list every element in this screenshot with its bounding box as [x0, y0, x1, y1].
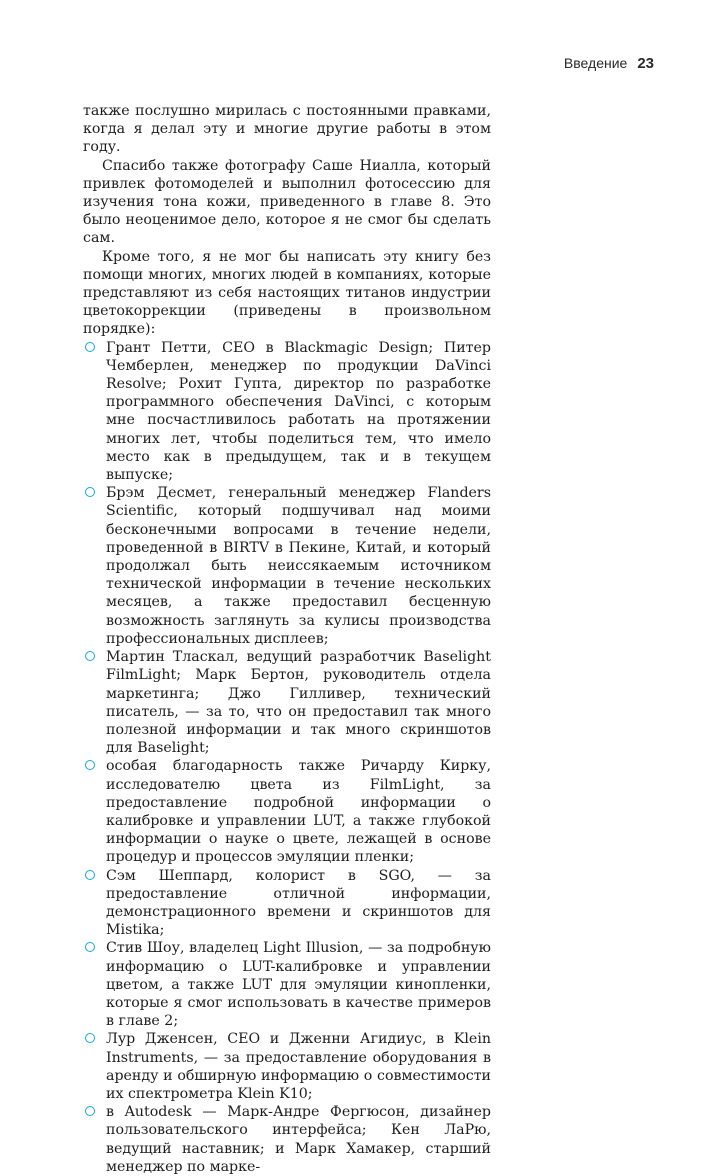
bullet-circle-icon [85, 760, 95, 770]
bullet-circle-icon [85, 1033, 95, 1043]
paragraph: Кроме того, я не мог бы написать эту книгу без помощи многих, многих людей в компаниях, которые представляют из себя настоящих титанов индустрии цветокоррекции (приведены в произвольном порядке): [83, 248, 491, 338]
running-header [564, 55, 654, 72]
list-item [83, 339, 491, 485]
list-item [83, 648, 491, 757]
page-number: 23 [637, 55, 654, 72]
bullet-circle-icon [85, 870, 95, 880]
list-item [83, 484, 491, 648]
list-item-text: Лур Дженсен, CEO и Дженни Агидиус, в Klein Instruments, — за предоставление оборудования в аренду и обширную информацию о совместимости их спектрометра Klein K10; [106, 1031, 491, 1102]
paragraph: также послушно мирилась с постоянными правками, когда я делал эту и многие другие работы в этом году. [83, 103, 491, 156]
list-item-text: Сэм Шеппард, колорист в SGO, — за предоставление отличной информации, демонстрационного времени и скриншотов для Mistika; [106, 867, 491, 939]
list-item-text: Мартин Тласкал, ведущий разработчик Baselight FilmLight; Марк Бертон, руководитель отдела маркетинга; Джо Гилливер, технический писатель, — за то, что он предоставил так много полезной информации и так много скриншотов для Baselight; [106, 649, 491, 757]
list-item-text: Грант Петти, CEO в Blackmagic Design; Питер Чемберлен, менеджер по продукции DaVinci Resolve; Рохит Гупта, директор по разработке программного обеспечения DaVinci, с которым мне посчастливилось работать на протяжении многих лет, чтобы поделиться тем, что имело место как в предыдущем, так и в текущем выпуске; [106, 339, 491, 484]
list-item [83, 757, 491, 866]
section-title: Введение [563, 55, 628, 71]
body-text [83, 102, 491, 1176]
list-item [83, 867, 491, 940]
acknowledgements-list [83, 339, 491, 1176]
bullet-circle-icon [85, 942, 95, 952]
bullet-circle-icon [85, 1106, 95, 1116]
list-item-text: Брэм Десмет, генеральный менеджер Flanders Scientific, который подшучивал над моими бесконечными вопросами в течение недели, проведенной в BIRTV в Пекине, Китай, и который продолжал быть неиссякаемым источником технической информации в течение нескольких месяцев, а также предоставил бесценную возможность заглянуть за кулисы производства профессиональных дисплеев; [106, 485, 491, 647]
bullet-circle-icon [85, 342, 95, 352]
bullet-circle-icon [85, 651, 95, 661]
list-item-text: в Autodesk — Марк-Андре Фергюсон, дизайнер пользовательского интерфейса; Кен ЛаРю, ведущий наставник; и Марк Хамакер, старший менеджер по марке- [106, 1104, 491, 1175]
list-item-text: Стив Шоу, владелец Light Illusion, — за подробную информацию о LUT-калибровке и управлении цветом, а также LUT для эмуляции кинопленки, которые я смог использовать в качестве примеров в главе 2; [106, 940, 491, 1030]
list-item [83, 1030, 491, 1103]
bullet-circle-icon [85, 487, 95, 497]
paragraph: Спасибо также фотографу Саше Ниалла, который привлек фотомоделей и выполнил фотосессию для изучения тона кожи, приведенного в главе 8. Это было неоценимое дело, которое я не смог бы сделать сам. [83, 157, 491, 247]
list-item [83, 1103, 491, 1176]
list-item [83, 939, 491, 1030]
list-item-text: особая благодарность также Ричарду Кирку, исследователю цвета из FilmLight, за предоставление подробной информации о калибровке и управлении LUT, а также глубокой информации о науке о цвете, лежащей в основе процедур и процессов эмуляции пленки; [106, 758, 491, 866]
